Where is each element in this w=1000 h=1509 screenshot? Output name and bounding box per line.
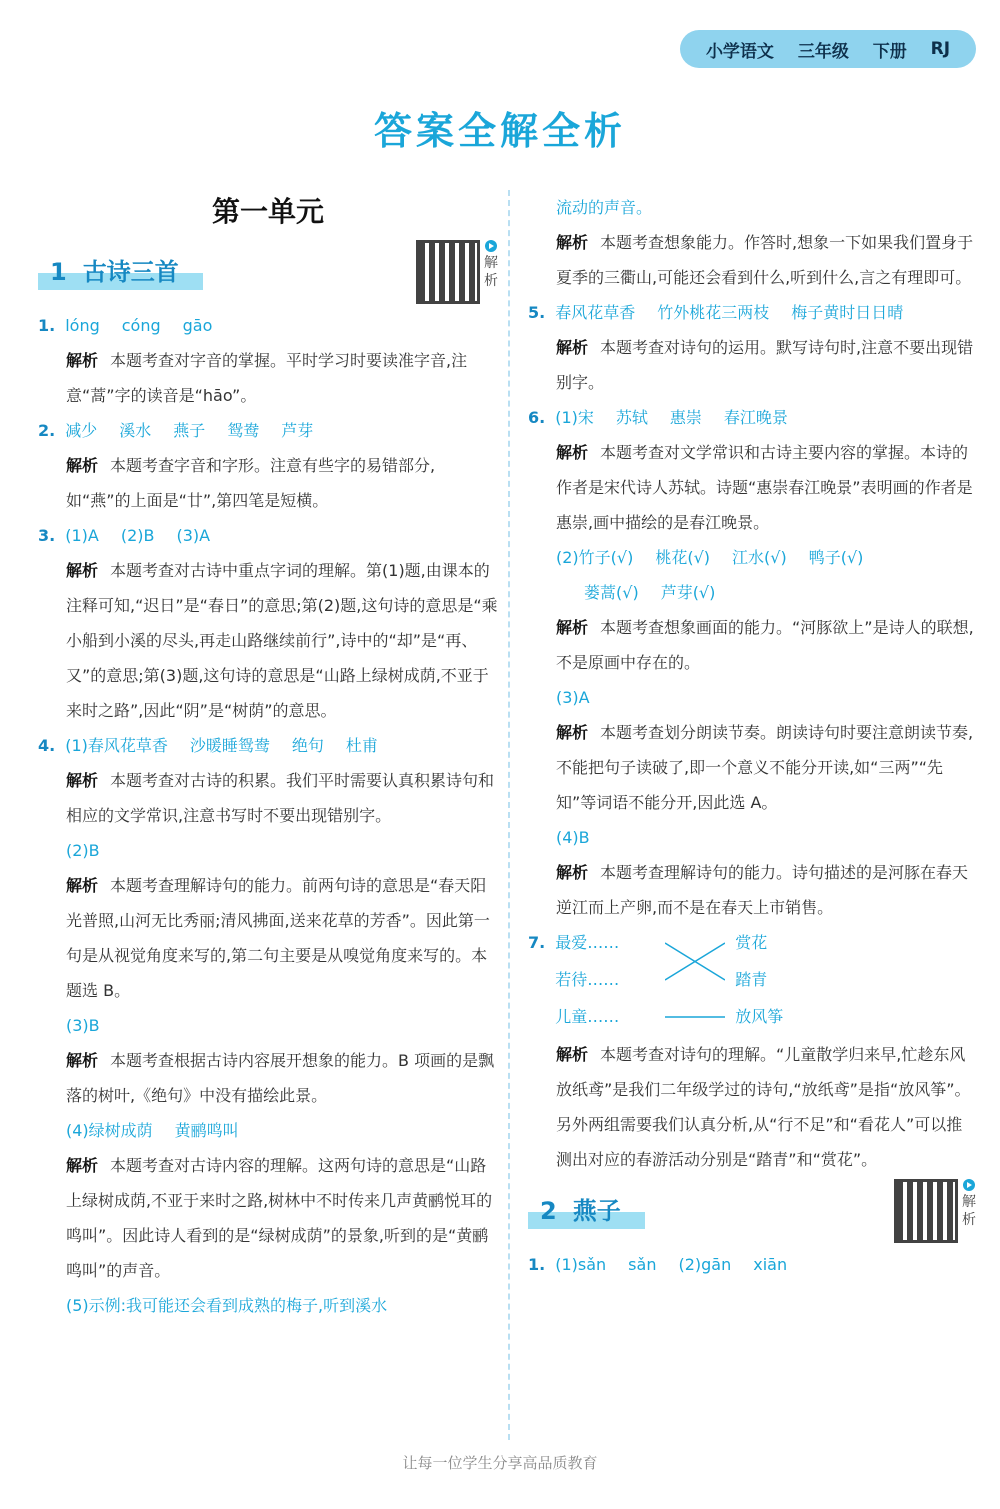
match-left-item: 最爱…… xyxy=(555,933,620,952)
answer-item: lóng xyxy=(65,316,100,335)
answer-item: 桃花(√) xyxy=(655,548,711,567)
lesson-tag xyxy=(528,1194,645,1229)
analysis-label: 解析 xyxy=(66,561,99,580)
answer xyxy=(555,1247,809,1282)
qr-block[interactable] xyxy=(894,1179,976,1243)
analysis xyxy=(528,225,976,295)
sub-answer xyxy=(528,540,976,575)
analysis xyxy=(528,330,976,400)
lesson-tag xyxy=(38,255,203,290)
analysis xyxy=(38,763,498,833)
question-5 xyxy=(528,295,976,330)
analysis-text: 本题考查对诗句的理解。“儿童散学归来早,忙趁东风放纸鸢”是我们二年级学过的诗句,“放纸鸢”是指“放风筝”。另外两组需要我们认真分析,从“行不足”和“看花人”可以推测出对应的春游活动分别是“踏青”和“赏花”。 xyxy=(556,1045,971,1169)
analysis-text: 本题考查理解诗句的能力。前两句诗的意思是“春天阳光普照,山河无比秀丽;清风拂面,送来花草的芳香”。因此第一句是从视觉角度来写的,第二句主要是从嗅觉角度来写的。本题选 B。 xyxy=(66,876,490,1000)
subject-label: 小学语文 xyxy=(705,41,774,62)
answer-item: 杜甫 xyxy=(345,736,378,755)
answer-item: 惠崇 xyxy=(669,408,702,427)
match-left-item: 若待…… xyxy=(555,970,620,989)
analysis xyxy=(38,1148,498,1288)
play-icon xyxy=(963,1179,975,1191)
answer-item: 溪水 xyxy=(119,421,152,440)
question-number: 1. xyxy=(38,316,56,335)
question-7 xyxy=(528,925,976,1037)
answer-item: 绝句 xyxy=(291,736,324,755)
qr-code-icon[interactable] xyxy=(894,1179,958,1243)
answer-item: 芦芽(√) xyxy=(660,583,716,602)
analysis-text: 本题考查对古诗中重点字词的理解。第(1)题,由课本的注释可知,“迟日”是“春日”的意思;第(2)题,这句诗的意思是“乘小船到小溪的尽头,再走山路继续前行”,诗中的“却”是“再、又”的意思;第(3)题,这句诗的意思是“山路上绿树成荫,不亚于来时之路”,因此“阴”是“树荫”的意思。 xyxy=(66,561,498,720)
lesson-name: 燕子 xyxy=(572,1196,621,1225)
qr-code-icon[interactable] xyxy=(416,240,480,304)
answer-item: 鸳鸯 xyxy=(227,421,260,440)
analysis xyxy=(38,1043,498,1113)
continued-answer: 流动的声音。 xyxy=(556,198,653,217)
page-title: 答案全解全析 xyxy=(373,109,626,153)
question-8 xyxy=(528,1247,976,1282)
book-info-pill xyxy=(680,30,976,68)
answer xyxy=(65,308,234,343)
question-number: 6. xyxy=(528,408,546,427)
analysis xyxy=(38,448,498,518)
analysis xyxy=(528,855,976,925)
analysis-text: 本题考查想象能力。作答时,想象一下如果我们置身于夏季的三衢山,可能还会看到什么,听到什么,言之有理即可。 xyxy=(556,233,974,287)
analysis xyxy=(38,868,498,1008)
question-2 xyxy=(38,413,498,448)
sub-answer: (3)B xyxy=(66,1016,100,1035)
analysis-label: 解析 xyxy=(556,233,589,252)
analysis-text: 本题考查根据古诗内容展开想象的能力。B 项画的是飘落的树叶,《绝句》中没有描绘此景。 xyxy=(66,1051,495,1105)
lesson-heading-1 xyxy=(38,244,498,300)
answer-item: (1)宋 xyxy=(555,408,594,427)
sub-answer xyxy=(38,1113,498,1148)
right-column xyxy=(528,190,976,1282)
question-6 xyxy=(528,400,976,435)
answer-item: 燕子 xyxy=(173,421,206,440)
answer-item: (2)gān xyxy=(678,1255,732,1274)
answer xyxy=(65,518,232,553)
question-number: 4. xyxy=(38,736,56,755)
answer xyxy=(65,413,335,448)
qr-block[interactable] xyxy=(416,240,498,304)
answer-item: gāo xyxy=(182,316,213,335)
question-number: 7. xyxy=(528,933,546,952)
qr-label-char-2: 析 xyxy=(962,1212,976,1228)
lesson-number: 2 xyxy=(540,1196,557,1225)
analysis-label: 解析 xyxy=(556,443,589,462)
sub-answer: (2)B xyxy=(66,841,100,860)
matching-diagram xyxy=(555,925,935,1037)
answer-item: 江水(√) xyxy=(732,548,787,567)
question-3 xyxy=(38,518,498,553)
play-icon xyxy=(485,240,497,252)
analysis-label: 解析 xyxy=(556,618,589,637)
answer-item: (4)绿树成荫 xyxy=(66,1121,153,1140)
match-right-item: 踏青 xyxy=(735,970,768,989)
analysis-text: 本题考查对古诗内容的理解。这两句诗的意思是“山路上绿树成荫,不亚于来时之路,树林中不时传来几声黄鹂悦耳的鸣叫”。因此诗人看到的是“绿树成荫”的景象,听到的是“黄鹂鸣叫”的声音。 xyxy=(66,1156,493,1280)
qr-label xyxy=(484,240,498,290)
sub-answer: (4)B xyxy=(556,828,590,847)
analysis-label: 解析 xyxy=(556,723,589,742)
answer-item: sǎn xyxy=(628,1255,657,1274)
lesson-name: 古诗三首 xyxy=(82,257,179,286)
analysis-text: 本题考查对诗句的运用。默写诗句时,注意不要出现错别字。 xyxy=(556,338,974,392)
answer-item: xiān xyxy=(753,1255,788,1274)
question-4 xyxy=(38,728,498,763)
analysis xyxy=(528,610,976,680)
analysis-label: 解析 xyxy=(556,863,589,882)
qr-label-char-1: 解 xyxy=(484,255,498,271)
answer-item: 春江晚景 xyxy=(723,408,788,427)
answer-item: (2)竹子(√) xyxy=(556,548,634,567)
left-column xyxy=(38,190,498,1323)
answer xyxy=(555,295,925,330)
column-divider xyxy=(508,190,510,1440)
answer-item: (1)sǎn xyxy=(555,1255,607,1274)
lesson-number: 1 xyxy=(50,257,67,286)
answer-item: cóng xyxy=(121,316,161,335)
footer-slogan: 让每一位学生分享高品质教育 xyxy=(402,1454,598,1472)
match-right-item: 放风筝 xyxy=(735,1007,784,1026)
sub-answer: (5)示例:我可能还会看到成熟的梅子,听到溪水 xyxy=(66,1296,388,1315)
answer-item: (1)A xyxy=(65,526,99,545)
answer-item: 鸭子(√) xyxy=(808,548,864,567)
analysis-label: 解析 xyxy=(66,456,99,475)
analysis-text: 本题考查想象画面的能力。“河豚欲上”是诗人的联想,不是原画中存在的。 xyxy=(556,618,974,672)
analysis-label: 解析 xyxy=(556,1045,589,1064)
match-right-item: 赏花 xyxy=(735,933,768,952)
analysis-text: 本题考查理解诗句的能力。诗句描述的是河豚在春天逆江而上产卵,而不是在春天上市销售。 xyxy=(556,863,969,917)
analysis xyxy=(38,343,498,413)
analysis-text: 本题考查对文学常识和古诗主要内容的掌握。本诗的作者是宋代诗人苏轼。诗题“惠崇春江晚景”表明画的作者是惠崇,画中描绘的是春江晚景。 xyxy=(556,443,973,532)
answer-item: (1)春风花草香 xyxy=(65,736,168,755)
analysis xyxy=(38,553,498,728)
answer-item: 沙暖睡鸳鸯 xyxy=(189,736,270,755)
question-1 xyxy=(38,308,498,343)
analysis-text: 本题考查对古诗的积累。我们平时需要认真积累诗句和相应的文学常识,注意书写时不要出现错别字。 xyxy=(66,771,495,825)
answer-item: (3)A xyxy=(176,526,211,545)
answer xyxy=(65,728,400,763)
analysis xyxy=(528,715,976,820)
analysis-label: 解析 xyxy=(66,351,99,370)
answer-item: 黄鹂鸣叫 xyxy=(174,1121,239,1140)
analysis xyxy=(528,435,976,540)
edition-label: RJ xyxy=(930,39,951,59)
analysis-label: 解析 xyxy=(66,771,99,790)
match-lines xyxy=(665,925,725,1037)
unit-title: 第一单元 xyxy=(211,195,324,228)
analysis-text: 本题考查对字音的掌握。平时学习时要读准字音,注意“蒿”字的读音是“hāo”。 xyxy=(66,351,468,405)
question-number: 3. xyxy=(38,526,56,545)
question-number: 5. xyxy=(528,303,546,322)
analysis xyxy=(528,1037,976,1177)
question-number: 1. xyxy=(528,1255,546,1274)
answer-item: 竹外桃花三两枝 xyxy=(657,303,770,322)
answer-item: 春风花草香 xyxy=(555,303,636,322)
qr-label-char-2: 析 xyxy=(484,273,498,289)
analysis-text: 本题考查字音和字形。注意有些字的易错部分,如“燕”的上面是“廿”,第四笔是短横。 xyxy=(66,456,436,510)
match-left-item: 儿童…… xyxy=(555,1007,620,1026)
analysis-label: 解析 xyxy=(66,876,99,895)
answer-item: (2)B xyxy=(120,526,155,545)
analysis-label: 解析 xyxy=(66,1156,99,1175)
analysis-text: 本题考查划分朗读节奏。朗读诗句时要注意朗读节奏,不能把句子读破了,即一个意义不能分开读,如“三两”“先知”等词语不能分开,因此选 A。 xyxy=(556,723,974,812)
question-number: 2. xyxy=(38,421,56,440)
answer-item: 芦芽 xyxy=(281,421,314,440)
grade-label: 三年级 xyxy=(797,41,849,62)
analysis-label: 解析 xyxy=(556,338,589,357)
qr-label-char-1: 解 xyxy=(962,1194,976,1210)
answer xyxy=(555,400,810,435)
sub-answer: (3)A xyxy=(556,688,590,707)
volume-label: 下册 xyxy=(872,41,907,62)
answer-item: 减少 xyxy=(65,421,98,440)
answer-item: 蒌蒿(√) xyxy=(584,583,639,602)
answer-item: 苏轼 xyxy=(615,408,648,427)
qr-label xyxy=(962,1179,976,1229)
answer-item: 梅子黄时日日晴 xyxy=(791,303,904,322)
lesson-heading-2 xyxy=(528,1183,976,1239)
analysis-label: 解析 xyxy=(66,1051,99,1070)
sub-answer xyxy=(528,575,976,610)
